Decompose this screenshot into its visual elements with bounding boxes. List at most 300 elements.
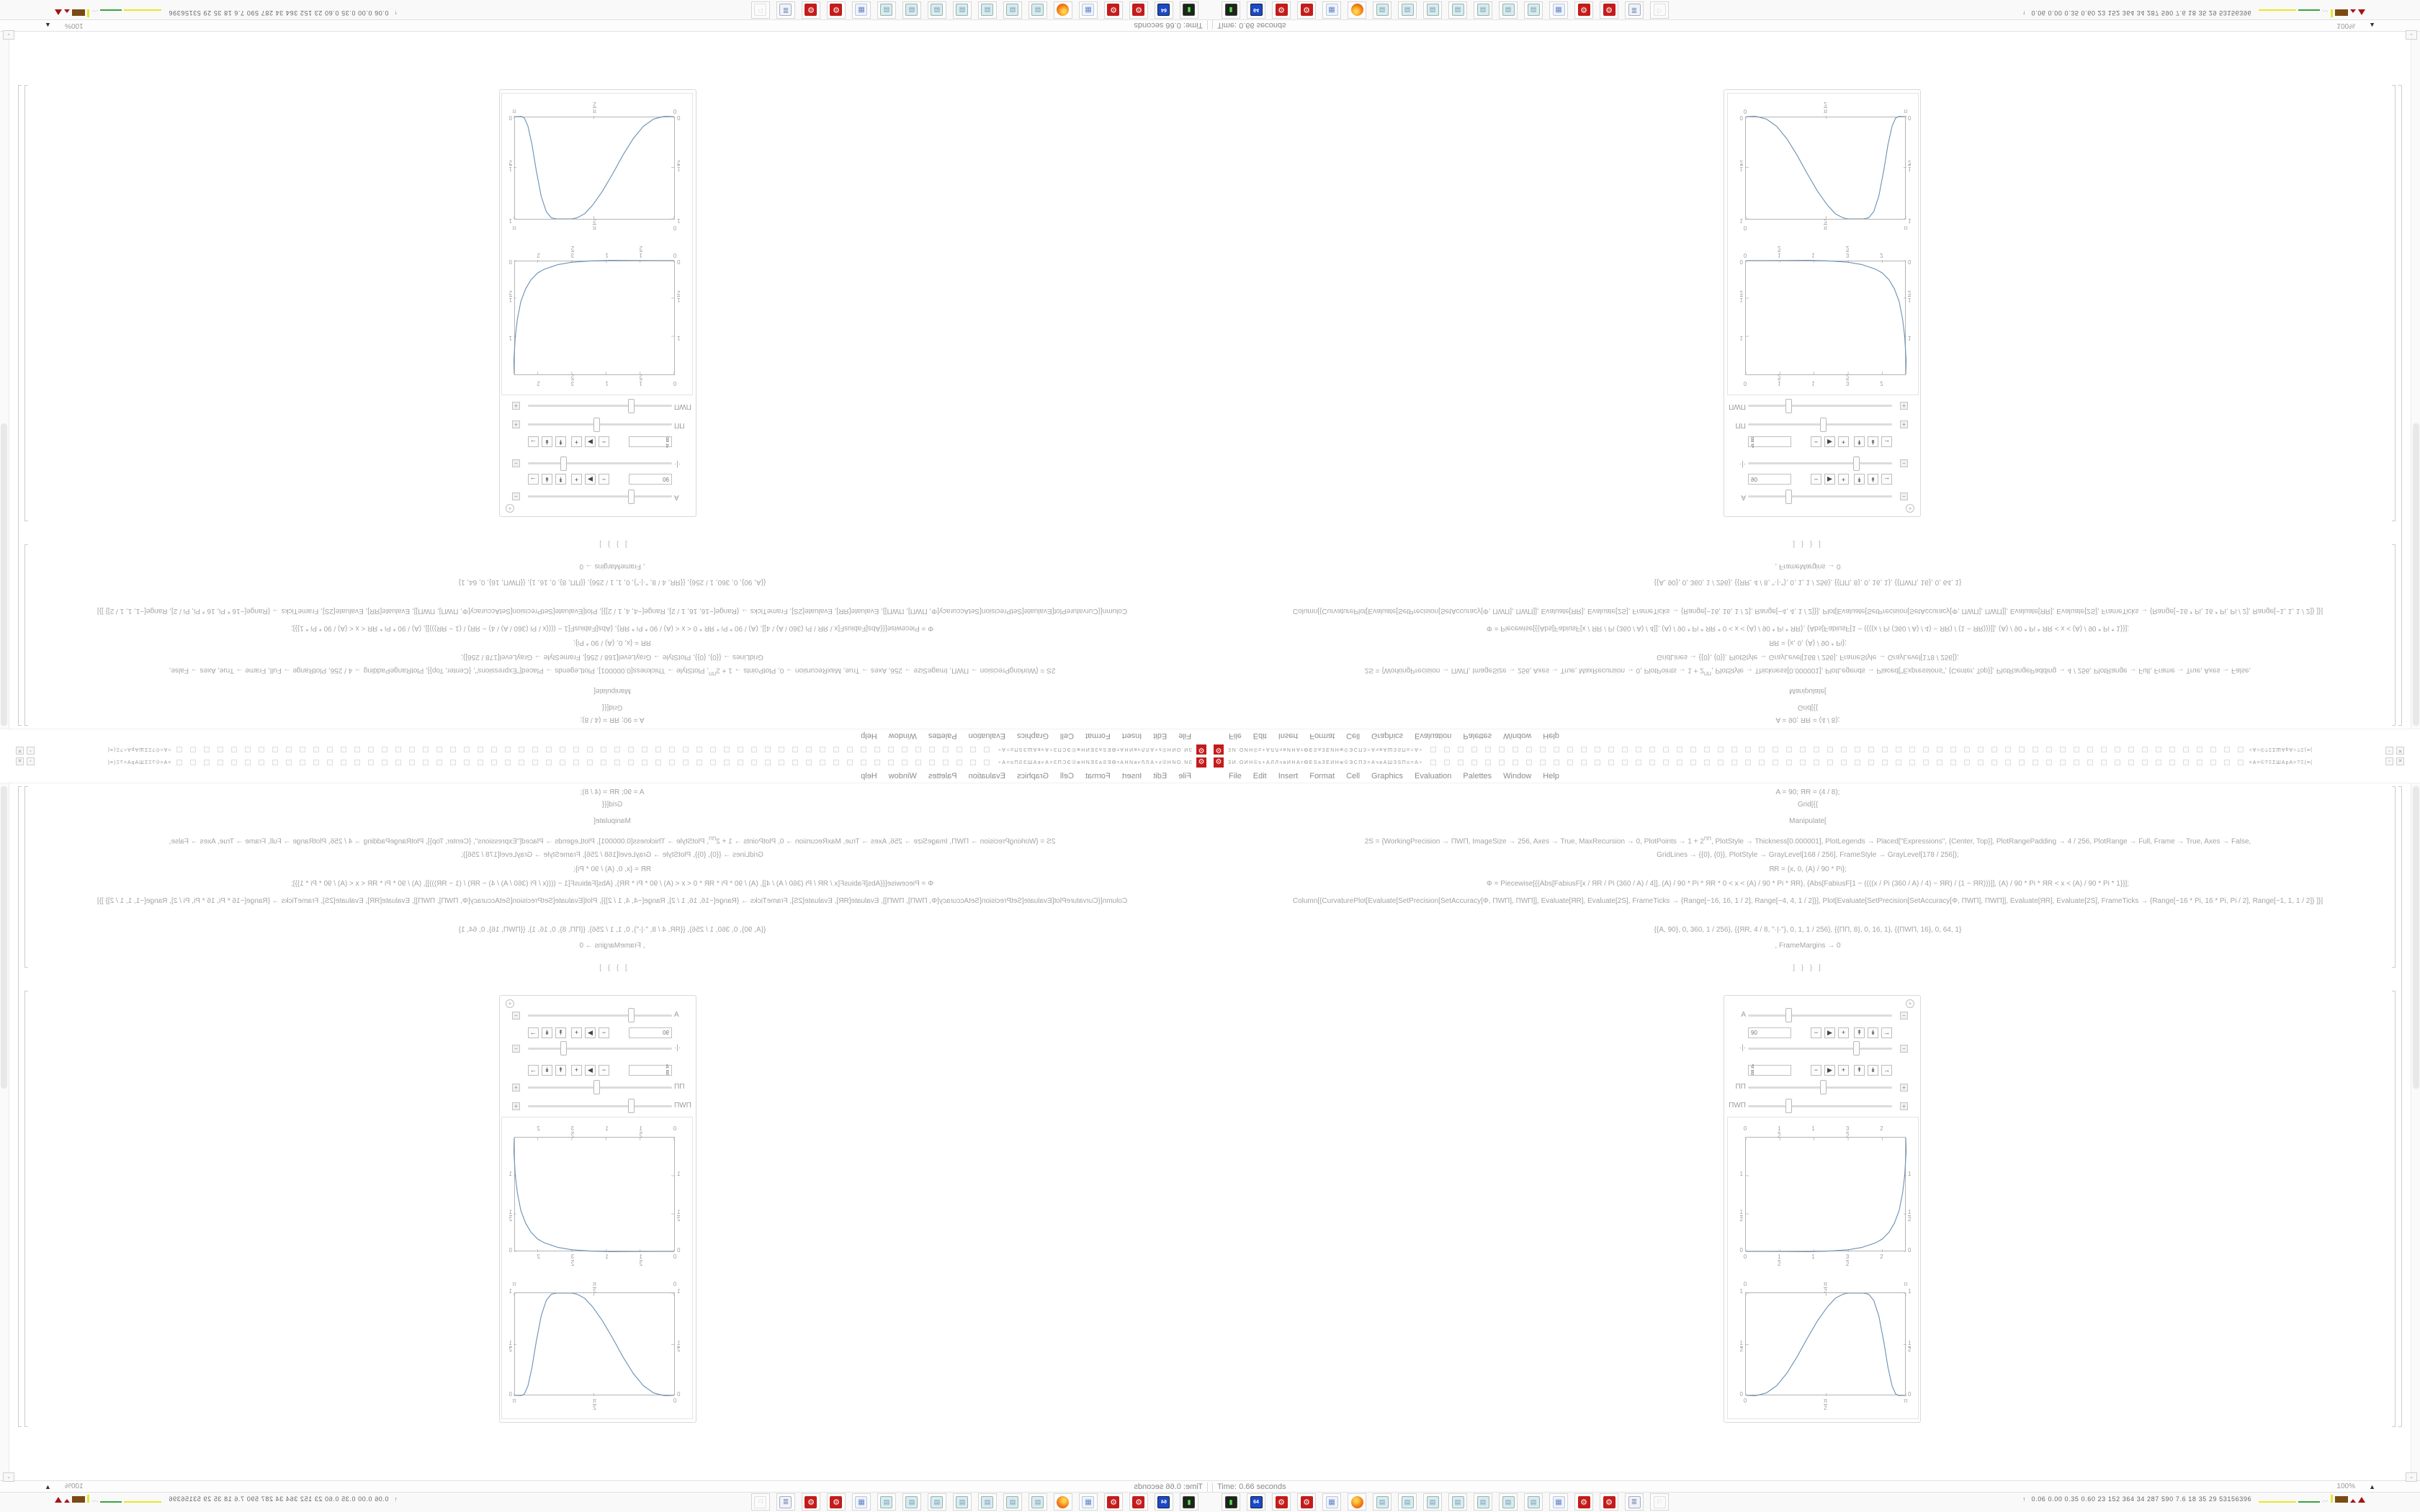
toolbar-box-button[interactable]: [313, 760, 319, 765]
menu-item-edit[interactable]: Edit: [1153, 732, 1168, 741]
magnification-arrow-icon[interactable]: ▲: [45, 1483, 51, 1490]
toolbar-box-button[interactable]: [642, 760, 647, 765]
toolbar-box-button[interactable]: [806, 760, 812, 765]
taskbar-button-scroll[interactable]: [1625, 1493, 1644, 1511]
toolbar-box-button[interactable]: [669, 760, 675, 765]
faster-button[interactable]: ↟: [1854, 436, 1865, 447]
toolbar-box-button[interactable]: [1978, 760, 1984, 765]
slower-button[interactable]: ↡: [542, 1065, 552, 1076]
menu-item-insert[interactable]: Insert: [1121, 732, 1142, 741]
toolbar-box-button[interactable]: [1786, 760, 1792, 765]
toolbar-box-button[interactable]: [2087, 747, 2093, 752]
taskbar-button-calculator[interactable]: [1079, 1493, 1098, 1511]
magnification-control[interactable]: 100%: [2336, 22, 2355, 30]
toolbar-box-button[interactable]: [560, 760, 565, 765]
slider-track[interactable]: [1748, 1105, 1892, 1107]
menu-item-edit[interactable]: Edit: [1153, 771, 1168, 780]
magnification-arrow-icon[interactable]: ▲: [2369, 22, 2375, 29]
toolbar-box-button[interactable]: [2169, 760, 2175, 765]
taskbar-button-notepad[interactable]: [1499, 1, 1518, 19]
direction-button[interactable]: →: [1881, 436, 1892, 447]
taskbar-button-notepad[interactable]: [953, 1, 972, 19]
taskbar-button-ghost[interactable]: [751, 1493, 770, 1511]
toolbar-box-button[interactable]: [560, 747, 565, 752]
toolbar-box-button[interactable]: [601, 760, 606, 765]
toolbar-box-button[interactable]: [1868, 760, 1874, 765]
toolbar-box-button[interactable]: [2060, 760, 2066, 765]
toolbar-box-button[interactable]: [655, 760, 661, 765]
toolbar-box-button[interactable]: [2101, 747, 2107, 752]
toolbar-box-button[interactable]: [1896, 747, 1901, 752]
taskbar-button-calculator[interactable]: [852, 1, 871, 19]
toolbar-box-button[interactable]: [1814, 760, 1819, 765]
taskbar-button-scroll[interactable]: [776, 1, 795, 19]
toolbar-box-button[interactable]: [1581, 760, 1587, 765]
toolbar-box-button[interactable]: [696, 747, 702, 752]
manipulate-options-icon[interactable]: +: [1906, 504, 1914, 513]
taskbar-button-notepad[interactable]: [953, 1493, 972, 1511]
menu-item-evaluation[interactable]: Evaluation: [1415, 732, 1452, 741]
toolbar-box-button[interactable]: [505, 747, 511, 752]
toolbar-box-button[interactable]: [792, 760, 798, 765]
status-dropdown-button[interactable]: ⌄: [3, 1472, 14, 1482]
magnification-control[interactable]: 100%: [65, 1482, 84, 1490]
slider-track[interactable]: [1748, 495, 1892, 498]
toolbar-box-button[interactable]: [1512, 760, 1518, 765]
toolbar-box-button[interactable]: [614, 760, 620, 765]
toolbar-box-button[interactable]: [1554, 760, 1559, 765]
taskbar-button-firefox[interactable]: [1348, 1493, 1366, 1511]
decrement-button[interactable]: −: [599, 474, 609, 485]
cell-bracket-group[interactable]: [2398, 85, 2402, 726]
toolbar-box-button[interactable]: [820, 760, 825, 765]
toolbar-box-button[interactable]: [423, 760, 429, 765]
menu-item-evaluation[interactable]: Evaluation: [1415, 771, 1452, 780]
manipulate-options-icon[interactable]: +: [506, 999, 514, 1008]
toolbar-glyph-buttons[interactable]: ЗИ.ОИН©s+АЛЛчвИНАтӨЕЅаЗЕИНж©ЭСПЗ=АчвАШЗЅПо=А÷: [997, 760, 1192, 765]
slider-thumb[interactable]: [1820, 418, 1827, 432]
increment-button[interactable]: +: [1838, 436, 1849, 447]
taskbar-button-floppy-64[interactable]: [1155, 1493, 1173, 1511]
toolbar-box-button[interactable]: [587, 760, 593, 765]
toolbar-box-button[interactable]: [272, 747, 278, 752]
taskbar-button-floppy-64[interactable]: [1155, 1, 1173, 19]
taskbar-button-notepad[interactable]: [1499, 1493, 1518, 1511]
magnification-control[interactable]: 100%: [65, 22, 84, 30]
toolbar-box-button[interactable]: [1909, 760, 1915, 765]
toolbar-box-button[interactable]: [1978, 747, 1984, 752]
toolbar-box-button[interactable]: [833, 747, 839, 752]
toolbar-box-button[interactable]: [614, 747, 620, 752]
toolbar-box-button[interactable]: [1512, 747, 1518, 752]
taskbar-button-gear[interactable]: [1104, 1493, 1123, 1511]
toolbar-box-button[interactable]: [1745, 760, 1751, 765]
toolbar-box-button[interactable]: [628, 760, 634, 765]
toolbar-empty-buttons[interactable]: [1430, 760, 2244, 765]
direction-button[interactable]: →: [1881, 474, 1892, 485]
taskbar-button-calculator[interactable]: [1549, 1, 1568, 19]
toolbar-box-button[interactable]: [970, 747, 976, 752]
menu-item-format[interactable]: Format: [1085, 732, 1111, 741]
toolbar-box-button[interactable]: [779, 747, 784, 752]
taskbar-button-notepad[interactable]: [978, 1493, 997, 1511]
gear-icon[interactable]: ⚙: [1196, 744, 1206, 755]
faster-button[interactable]: ↟: [555, 1027, 566, 1038]
toolbar-box-button[interactable]: [354, 760, 360, 765]
toolbar-box-button[interactable]: [2197, 747, 2202, 752]
taskbar-button-notepad[interactable]: [1028, 1493, 1047, 1511]
toolbar-box-button[interactable]: [532, 747, 538, 752]
toolbar-box-button[interactable]: [1841, 760, 1847, 765]
toolbar-box-button[interactable]: [450, 760, 456, 765]
taskbar-button-notepad[interactable]: [877, 1, 896, 19]
toolbar-box-button[interactable]: [929, 760, 935, 765]
menu-item-file[interactable]: File: [1229, 732, 1242, 741]
slider-thumb[interactable]: [560, 1041, 567, 1056]
toolbar-box-button[interactable]: [1882, 747, 1888, 752]
slider-thumb[interactable]: [560, 456, 567, 471]
increment-button[interactable]: +: [1838, 474, 1849, 485]
toolbar-box-button[interactable]: [409, 760, 415, 765]
toolbar-box-button[interactable]: [1663, 747, 1669, 752]
toolbar-box-button[interactable]: [929, 747, 935, 752]
faster-button[interactable]: ↟: [555, 436, 566, 447]
toolbar-box-button[interactable]: [1690, 760, 1696, 765]
toolbar-box-button[interactable]: [1991, 760, 1997, 765]
window-button-icon[interactable]: ✕: [2396, 757, 2404, 765]
play-button[interactable]: ▶: [585, 1027, 596, 1038]
toolbar-box-button[interactable]: [1567, 747, 1573, 752]
toolbar-box-button[interactable]: [2074, 747, 2079, 752]
slider-thumb[interactable]: [1785, 399, 1792, 413]
toolbar-box-button[interactable]: [382, 760, 387, 765]
toolbar-box-button[interactable]: [1964, 747, 1970, 752]
taskbar-button-notepad[interactable]: [978, 1, 997, 19]
toolbar-box-button[interactable]: [1827, 747, 1833, 752]
slower-button[interactable]: ↡: [1868, 1065, 1878, 1076]
toolbar-box-button[interactable]: [984, 747, 990, 752]
taskbar-button-notepad[interactable]: [1524, 1493, 1543, 1511]
scrollbar-thumb[interactable]: [1, 786, 7, 1089]
status-dropdown-button[interactable]: ⌄: [3, 30, 14, 40]
menu-item-graphics[interactable]: Graphics: [1371, 771, 1404, 780]
toolbar-box-button[interactable]: [2128, 760, 2134, 765]
taskbar-button-gear[interactable]: [1129, 1493, 1148, 1511]
window-button-icon[interactable]: ▫: [2385, 747, 2393, 755]
toolbar-box-button[interactable]: [2197, 760, 2202, 765]
faster-button[interactable]: ↟: [555, 474, 566, 485]
toolbar-box-button[interactable]: [1526, 747, 1532, 752]
toolbar-box-button[interactable]: [1471, 760, 1477, 765]
menu-item-format[interactable]: Format: [1309, 732, 1335, 741]
toolbar-box-button[interactable]: [368, 747, 374, 752]
slower-button[interactable]: ↡: [542, 1027, 552, 1038]
toolbar-box-button[interactable]: [874, 747, 880, 752]
taskbar-button-gear[interactable]: [1104, 1, 1123, 19]
taskbar-button-scroll[interactable]: [1625, 1, 1644, 19]
slider-thumb[interactable]: [1820, 1080, 1827, 1094]
toolbar-glyph-buttons[interactable]: ЗИ.ОИН©s+АЛЛчвИНАтӨЕЅаЗЕИНж©ЭСПЗ=АчвАШЗЅПо=А÷: [997, 747, 1192, 752]
toolbar-box-button[interactable]: [710, 760, 716, 765]
toolbar-box-button[interactable]: [286, 747, 292, 752]
toolbar-box-button[interactable]: [956, 747, 962, 752]
toolbar-box-button[interactable]: [847, 747, 853, 752]
toolbar-box-button[interactable]: [1663, 760, 1669, 765]
toolbar-box-button[interactable]: [272, 760, 278, 765]
toolbar-box-button[interactable]: [1745, 747, 1751, 752]
taskbar-button-notepad[interactable]: [1448, 1, 1467, 19]
toolbar-box-button[interactable]: [1950, 760, 1956, 765]
increment-button[interactable]: +: [571, 1027, 582, 1038]
taskbar-button-terminal[interactable]: [1222, 1, 1240, 19]
toolbar-box-button[interactable]: [1718, 747, 1724, 752]
toolbar-box-button[interactable]: [573, 760, 579, 765]
toolbar-box-button[interactable]: [984, 760, 990, 765]
toolbar-box-button[interactable]: [710, 747, 716, 752]
toolbar-box-button[interactable]: [683, 747, 689, 752]
manipulate-options-icon[interactable]: +: [506, 504, 514, 513]
menu-item-window[interactable]: Window: [1503, 732, 1532, 741]
value-input[interactable]: 4 8: [1748, 436, 1791, 447]
scrollbar-thumb[interactable]: [2413, 423, 2419, 726]
direction-button[interactable]: →: [1881, 1027, 1892, 1038]
toolbar-box-button[interactable]: [491, 760, 497, 765]
toolbar-box-button[interactable]: [765, 747, 771, 752]
toolbar-box-button[interactable]: [642, 747, 647, 752]
taskbar-button-notepad[interactable]: [1003, 1493, 1022, 1511]
menu-item-format[interactable]: Format: [1085, 771, 1111, 780]
menu-item-evaluation[interactable]: Evaluation: [968, 732, 1005, 741]
value-input[interactable]: 90: [629, 1027, 672, 1038]
menu-item-file[interactable]: File: [1178, 771, 1191, 780]
toolbar-box-button[interactable]: [1595, 760, 1600, 765]
toolbar-box-button[interactable]: [1773, 760, 1778, 765]
menu-item-edit[interactable]: Edit: [1252, 732, 1267, 741]
slider-track[interactable]: [528, 1086, 672, 1089]
play-button[interactable]: ▶: [1824, 1065, 1835, 1076]
toolbar-box-button[interactable]: [2046, 747, 2052, 752]
slider-toggle-button[interactable]: −: [512, 1012, 520, 1020]
toolbar-glyph-buttons[interactable]: ЗИ.ОИН©s+АЛЛчвИНАтӨЕЅаЗЕИНж©ЭСПЗ=АчвАШЗЅПо=А÷: [1228, 747, 1423, 752]
toolbar-box-button[interactable]: [2005, 760, 2011, 765]
toolbar-box-button[interactable]: [505, 760, 511, 765]
scrollbar-thumb[interactable]: [2413, 786, 2419, 1089]
window-button-icon[interactable]: ▫: [27, 757, 35, 765]
taskbar-button-notepad[interactable]: [1448, 1493, 1467, 1511]
toolbar-box-button[interactable]: [354, 747, 360, 752]
value-input[interactable]: 4 8: [629, 436, 672, 447]
menu-item-file[interactable]: File: [1229, 771, 1242, 780]
toolbar-box-button[interactable]: [1868, 747, 1874, 752]
toolbar-box-button[interactable]: [327, 747, 333, 752]
menu-item-insert[interactable]: Insert: [1278, 771, 1299, 780]
toolbar-box-button[interactable]: [1595, 747, 1600, 752]
direction-button[interactable]: →: [1881, 1065, 1892, 1076]
toolbar-box-button[interactable]: [861, 760, 866, 765]
slider-thumb[interactable]: [593, 418, 600, 432]
scrollbar-thumb[interactable]: [1, 423, 7, 726]
toolbar-box-button[interactable]: [218, 760, 223, 765]
toolbar-box-button[interactable]: [245, 747, 251, 752]
toolbar-box-button[interactable]: [587, 747, 593, 752]
toolbar-box-button[interactable]: [436, 760, 442, 765]
toolbar-box-button[interactable]: [915, 760, 921, 765]
toolbar-box-button[interactable]: [2074, 760, 2079, 765]
toolbar-box-button[interactable]: [2005, 747, 2011, 752]
increment-button[interactable]: +: [1838, 1065, 1849, 1076]
slider-track[interactable]: [1748, 462, 1892, 464]
toolbar-box-button[interactable]: [1540, 760, 1546, 765]
menu-item-palettes[interactable]: Palettes: [928, 771, 957, 780]
toolbar-box-button[interactable]: [1964, 760, 1970, 765]
taskbar-button-terminal[interactable]: [1180, 1493, 1198, 1511]
slower-button[interactable]: ↡: [542, 436, 552, 447]
slider-toggle-button[interactable]: +: [512, 402, 520, 410]
taskbar-button-notepad[interactable]: [928, 1, 946, 19]
toolbar-box-button[interactable]: [1882, 760, 1888, 765]
toolbar-box-button[interactable]: [1909, 747, 1915, 752]
toolbar-box-button[interactable]: [176, 747, 182, 752]
toolbar-box-button[interactable]: [245, 760, 251, 765]
menu-item-help[interactable]: Help: [861, 732, 877, 741]
toolbar-glyph-buttons[interactable]: ЗИ.ОИН©s+АЛЛчвИНАтӨЕЅаЗЕИНж©ЭСПЗ=АчвАШЗЅПо=А÷: [1228, 760, 1423, 765]
toolbar-box-button[interactable]: [833, 760, 839, 765]
slider-toggle-button[interactable]: −: [512, 459, 520, 467]
toolbar-box-button[interactable]: [2156, 760, 2161, 765]
magnification-arrow-icon[interactable]: ▲: [2369, 1483, 2375, 1490]
slider-thumb[interactable]: [628, 399, 635, 413]
toolbar-box-button[interactable]: [902, 760, 908, 765]
slider-toggle-button[interactable]: −: [1900, 459, 1908, 467]
taskbar-button-ghost[interactable]: [1650, 1493, 1669, 1511]
toolbar-box-button[interactable]: [1608, 760, 1614, 765]
taskbar-button-gear[interactable]: [802, 1, 820, 19]
toolbar-box-button[interactable]: [1636, 760, 1641, 765]
toolbar-box-button[interactable]: [1649, 747, 1655, 752]
slider-thumb[interactable]: [628, 1008, 635, 1022]
toolbar-box-button[interactable]: [696, 760, 702, 765]
toolbar-box-button[interactable]: [1499, 760, 1505, 765]
toolbar-box-button[interactable]: [1444, 747, 1450, 752]
taskbar-button-firefox[interactable]: [1054, 1, 1072, 19]
toolbar-box-button[interactable]: [478, 747, 483, 752]
toolbar-box-button[interactable]: [2156, 747, 2161, 752]
slider-track[interactable]: [528, 495, 672, 498]
cell-bracket-input[interactable]: [24, 786, 28, 968]
toolbar-box-button[interactable]: [1704, 747, 1710, 752]
slider-toggle-button[interactable]: −: [1900, 1045, 1908, 1053]
taskbar-button-gear[interactable]: [1574, 1493, 1593, 1511]
cell-bracket-output[interactable]: [2392, 85, 2396, 521]
toolbar-box-button[interactable]: [1800, 747, 1806, 752]
slider-toggle-button[interactable]: −: [512, 1045, 520, 1053]
toolbar-box-button[interactable]: [1731, 760, 1737, 765]
play-button[interactable]: ▶: [1824, 474, 1835, 485]
taskbar-button-floppy-64[interactable]: [1247, 1493, 1265, 1511]
slider-toggle-button[interactable]: +: [1900, 1084, 1908, 1092]
slider-thumb[interactable]: [628, 490, 635, 504]
status-dropdown-button[interactable]: ⌄: [2406, 30, 2417, 40]
menu-item-graphics[interactable]: Graphics: [1016, 771, 1049, 780]
slider-track[interactable]: [528, 405, 672, 407]
slider-toggle-button[interactable]: −: [1900, 492, 1908, 500]
toolbar-box-button[interactable]: [231, 760, 237, 765]
taskbar-button-notepad[interactable]: [1003, 1, 1022, 19]
slider-track[interactable]: [1748, 1048, 1892, 1050]
menu-item-help[interactable]: Help: [1543, 732, 1559, 741]
menu-item-help[interactable]: Help: [861, 771, 877, 780]
taskbar-button-gear[interactable]: [1272, 1493, 1291, 1511]
slower-button[interactable]: ↡: [1868, 1027, 1878, 1038]
window-button-icon[interactable]: ✕: [16, 747, 24, 755]
slider-thumb[interactable]: [1853, 456, 1860, 471]
toolbar-box-button[interactable]: [1991, 747, 1997, 752]
toolbar-box-button[interactable]: [1814, 747, 1819, 752]
toolbar-box-button[interactable]: [2033, 760, 2038, 765]
value-input[interactable]: $\frac{4}{8}$: [629, 1065, 672, 1076]
taskbar-button-notepad[interactable]: [928, 1493, 946, 1511]
toolbar-box-button[interactable]: [1827, 760, 1833, 765]
slower-button[interactable]: ↡: [542, 474, 552, 485]
toolbar-box-button[interactable]: [751, 747, 757, 752]
status-dropdown-button[interactable]: ⌄: [2406, 1472, 2417, 1482]
toolbar-box-button[interactable]: [2238, 747, 2244, 752]
toolbar-box-button[interactable]: [683, 760, 689, 765]
toolbar-box-button[interactable]: [2087, 760, 2093, 765]
toolbar-box-button[interactable]: [2210, 747, 2216, 752]
value-input[interactable]: 90: [1748, 474, 1791, 485]
toolbar-box-button[interactable]: [2224, 747, 2230, 752]
taskbar-button-terminal[interactable]: [1222, 1493, 1240, 1511]
menu-item-palettes[interactable]: Palettes: [1463, 771, 1492, 780]
toolbar-box-button[interactable]: [327, 760, 333, 765]
cell-bracket-group[interactable]: [18, 786, 22, 1427]
menu-item-graphics[interactable]: Graphics: [1371, 732, 1404, 741]
toolbar-glyph-buttons-right[interactable]: =А=©?ΞΣШАрА=?Ξ(≡(: [2249, 760, 2313, 765]
vertical-scrollbar[interactable]: [2411, 783, 2420, 1480]
window-button-icon[interactable]: ✕: [2396, 747, 2404, 755]
toolbar-box-button[interactable]: [861, 747, 866, 752]
toolbar-box-button[interactable]: [1581, 747, 1587, 752]
toolbar-box-button[interactable]: [1923, 747, 1929, 752]
menu-item-palettes[interactable]: Palettes: [1463, 732, 1492, 741]
taskbar-button-gear[interactable]: [1297, 1493, 1316, 1511]
toolbar-box-button[interactable]: [2238, 760, 2244, 765]
slider-toggle-button[interactable]: −: [1900, 1012, 1908, 1020]
toolbar-box-button[interactable]: [1773, 747, 1778, 752]
direction-button[interactable]: →: [528, 436, 539, 447]
manipulate-options-icon[interactable]: +: [1906, 999, 1914, 1008]
taskbar-button-scroll[interactable]: [776, 1493, 795, 1511]
toolbar-box-button[interactable]: [341, 760, 346, 765]
toolbar-box-button[interactable]: [395, 760, 401, 765]
toolbar-box-button[interactable]: [259, 747, 264, 752]
toolbar-box-button[interactable]: [1622, 760, 1628, 765]
value-input[interactable]: $\frac{4}{8}$: [1748, 1065, 1791, 1076]
toolbar-box-button[interactable]: [231, 747, 237, 752]
toolbar-box-button[interactable]: [724, 747, 730, 752]
slider-track[interactable]: [528, 423, 672, 426]
cell-bracket-output[interactable]: [24, 991, 28, 1427]
toolbar-box-button[interactable]: [573, 747, 579, 752]
toolbar-box-button[interactable]: [1649, 760, 1655, 765]
toolbar-box-button[interactable]: [519, 747, 524, 752]
toolbar-glyph-buttons-right[interactable]: =А=©?ΞΣШАрА=?Ξ(≡(: [2249, 747, 2313, 752]
taskbar-button-notepad[interactable]: [877, 1493, 896, 1511]
toolbar-box-button[interactable]: [176, 760, 182, 765]
toolbar-box-button[interactable]: [1855, 747, 1860, 752]
slider-track[interactable]: [528, 1014, 672, 1017]
